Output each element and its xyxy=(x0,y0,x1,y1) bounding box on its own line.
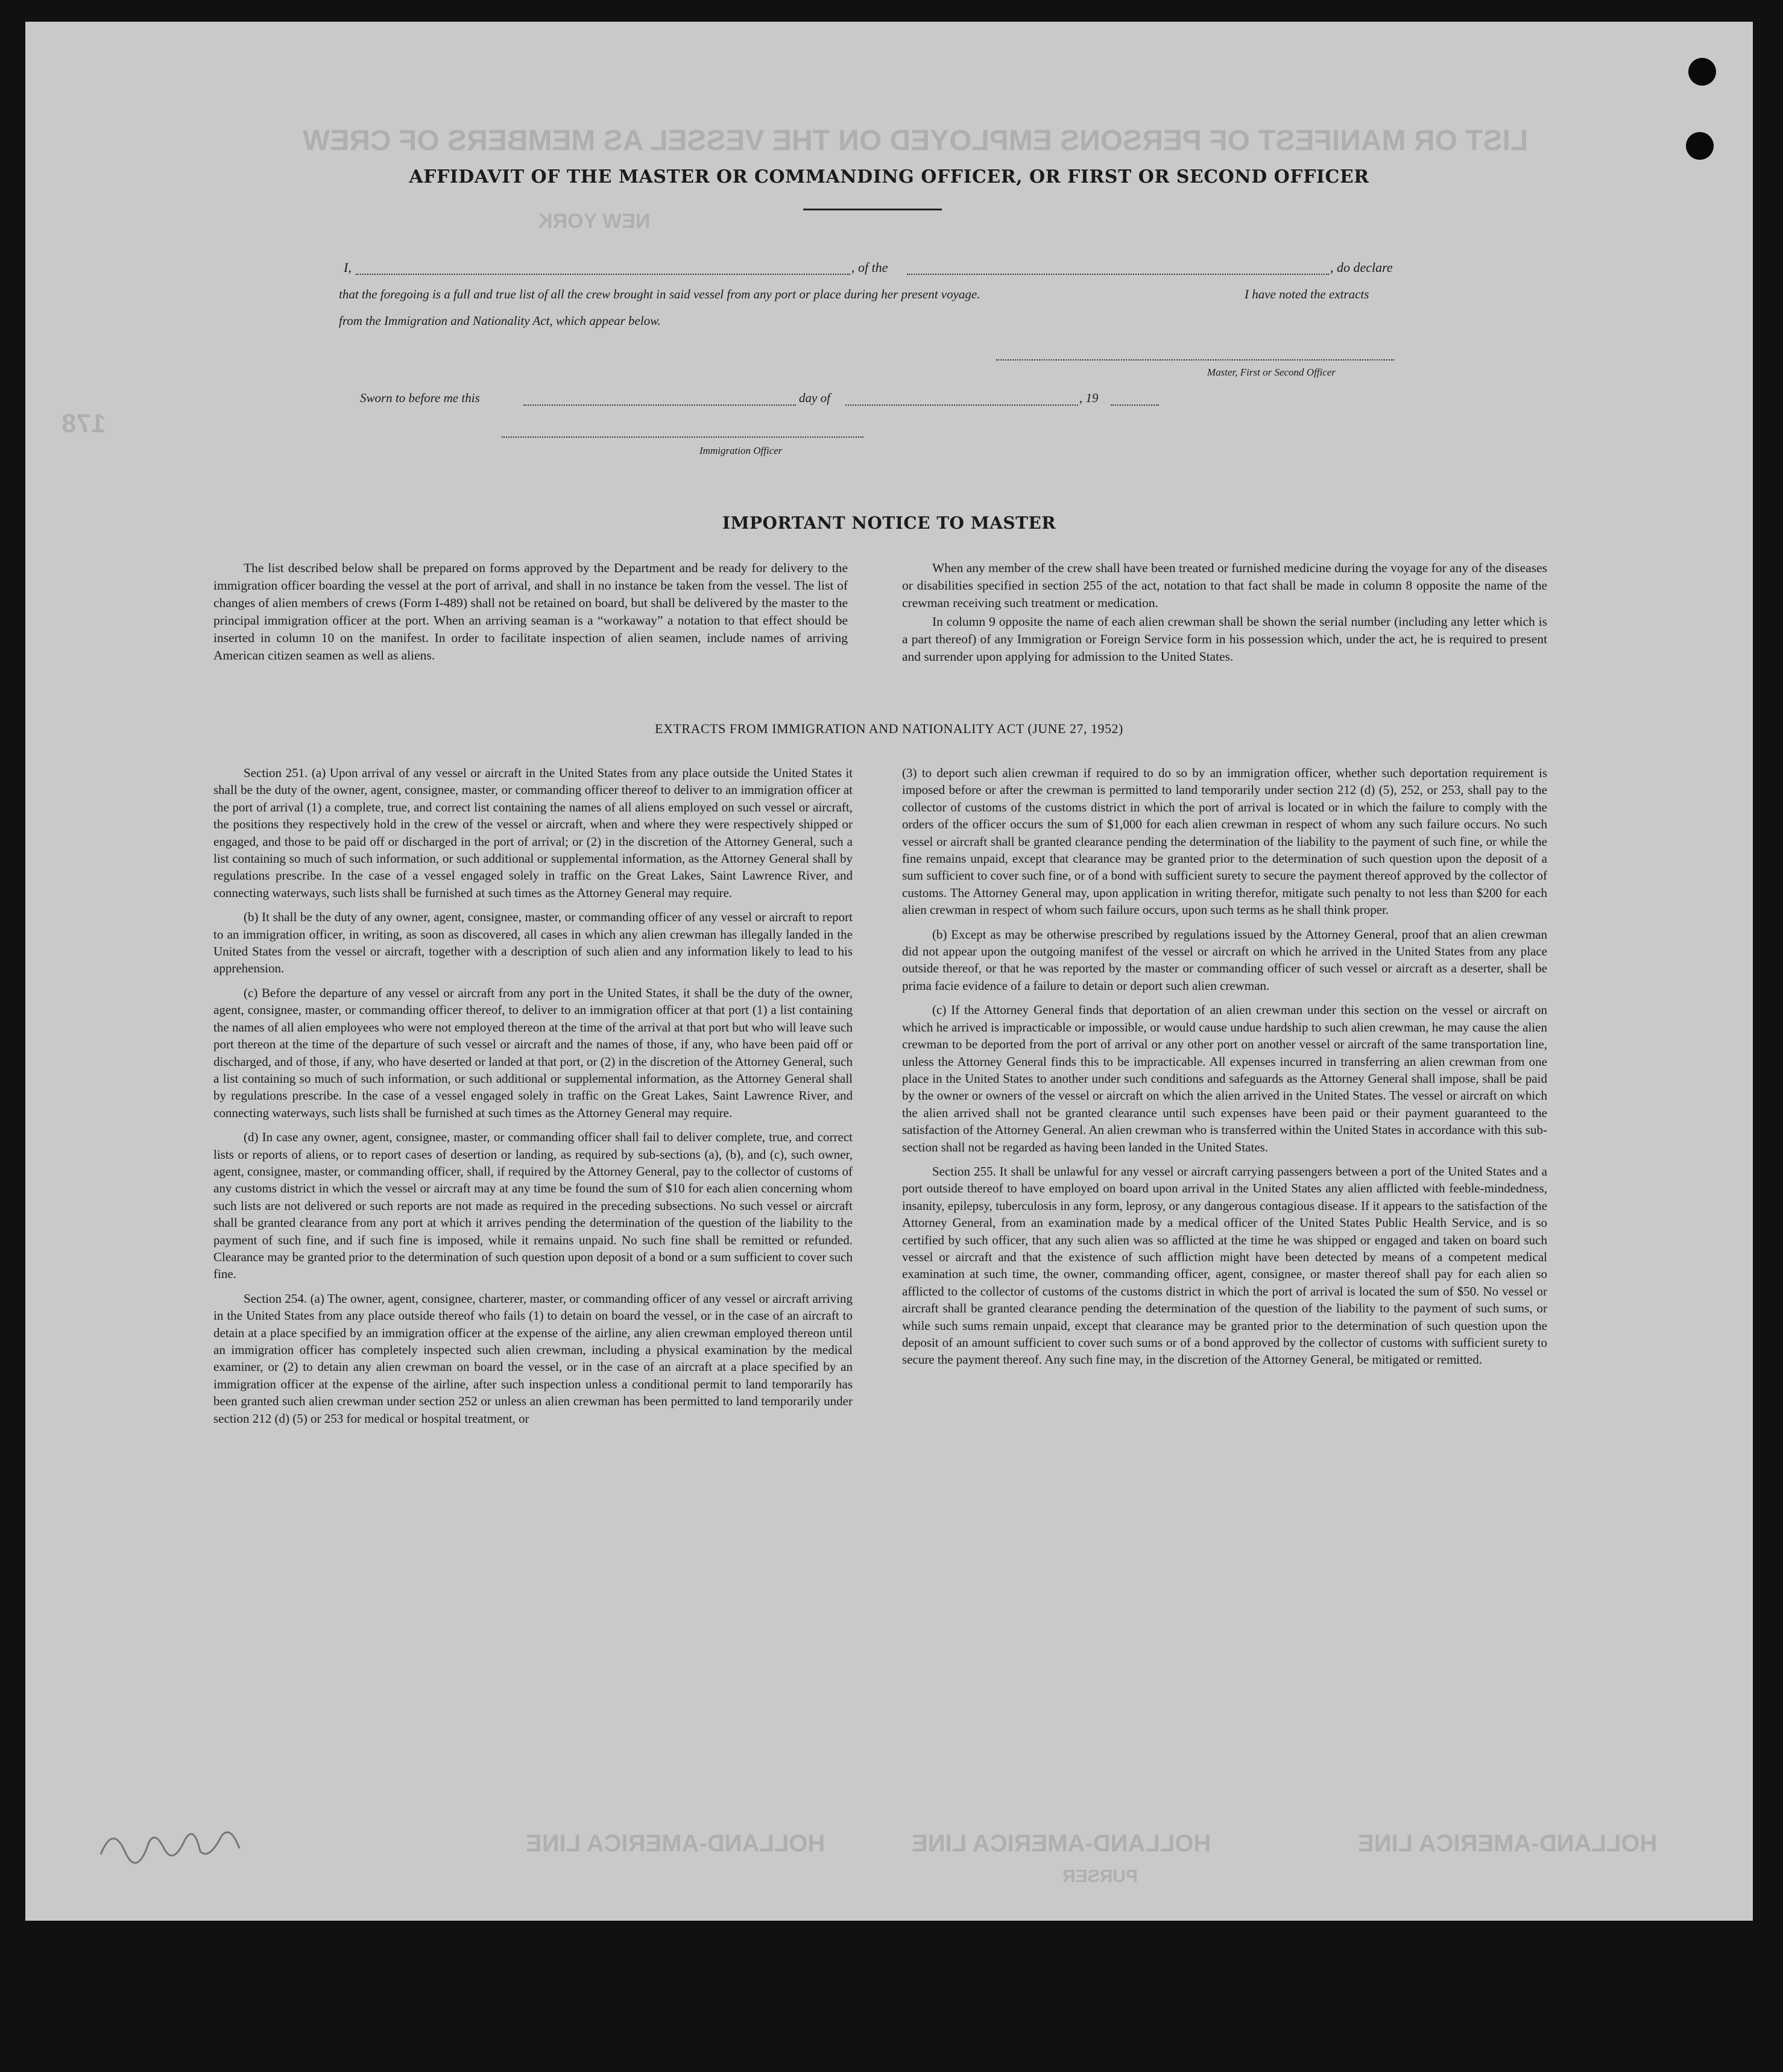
do-declare-label: , do declare xyxy=(1330,260,1393,275)
section-254-b: (b) Except as may be otherwise prescribed by regulations issued by the Attorney General, proof that an alien crewman did not appear upon the outgoing manifest of the vessel or aircraft on which he arrived in the United States from any place outside thereof, or that he was reported by the master or commanding officer of such vessel or aircraft as a deserter, shall be prima facie evidence of a failure to detain or deport such alien crewman. xyxy=(902,927,1547,993)
notice-right-column xyxy=(902,559,1547,666)
bleed-through-stamp: HOLLAND-AMERICA LINE xyxy=(912,1830,1211,1857)
year-label: , 19 xyxy=(1079,391,1099,405)
bleed-through-port: NEW YORK xyxy=(538,210,651,233)
i-label: I, xyxy=(344,260,352,275)
section-251-c: (c) Before the departure of any vessel or aircraft from any port in the United States, it shall be the duty of the owner, agent, consignee, master, or commanding officer thereof, to deliver to an immigration officer at that port (1) a list containing the names of all alien employees who were not employed thereon at the time of the arrival at that port but who will leave such port thereon at the time of the departure of such vessel or aircraft and the names of those, if any, who have been paid off or discharged, and of those, if any, who have deserted or landed at that port, or (2) in the discretion of the Attorney General, such a list containing so much of such information, or such additional or supplemental information, as the Attorney General shall by regulations prescribe. In the case of a vessel engaged solely in traffic on the Great Lakes, Saint Lawrence River, and connecting waterways, such lists shall be furnished at such times as the Attorney General may require. xyxy=(213,985,853,1120)
extracts-left-column xyxy=(213,764,853,1434)
section-251-b: (b) It shall be the duty of any owner, agent, consignee, master, or commanding officer of any vessel or aircraft to report to an immigration officer, in writing, as soon as discovered, all cases in which any alien crewman has illegally landed in the United States from the vessel or aircraft, together with a description of such alien and any information likely to lead to his apprehension. xyxy=(213,910,853,976)
bleed-through-list-title: LIST OR MANIFEST OF PERSONS EMPLOYED ON THE VESSEL AS MEMBERS OF CREW xyxy=(303,125,1529,157)
handwritten-signature xyxy=(95,1818,251,1873)
section-254-a-continued: (3) to deport such alien crewman if required to do so by an immigration officer, whether such deportation requirement is imposed before or after the crewman is permitted to land temporarily under section 212 (d) (5), 252, or 253, shall pay to the collector of customs of the customs district in which the port of arrival is located or in which the failure to comply with the orders of the officer occurs the sum of $1,000 for each alien crewman in respect of whom any such failure occurs. No such vessel or aircraft shall be granted clearance pending the determination of the liability to the payment of such fine, or while the fine remains unpaid, except that clearance may be granted prior to the determination of such question upon the deposit of a sum sufficient to cover such fine, or of a bond with sufficient surety to secure the payment thereof approved by the collector of customs. The Attorney General may, upon application in writing therefor, mitigate such penalty to not less than $200 for each alien crewman in respect of whom such failure occurs, upon such terms as he shall think proper. xyxy=(902,766,1547,918)
noted-extracts: I have noted the extracts xyxy=(1245,287,1369,301)
vessel-blank xyxy=(907,274,1329,275)
extracts-heading: EXTRACTS FROM IMMIGRATION AND NATIONALITY ACT (JUNE 27, 1952) xyxy=(655,721,1123,736)
notice-title: IMPORTANT NOTICE TO MASTER xyxy=(722,513,1056,533)
officer-signature-line xyxy=(502,436,863,438)
section-255: Section 255. It shall be unlawful for any vessel or aircraft carrying passengers between a port of the United States and a port outside thereof to have employed on board upon arrival in the United States any alien afflicted with feeble-mindedness, insanity, epilepsy, tuberculosis in any form, leprosy, or any dangerous contagious disease. If it appears to the satisfaction of the Attorney General, from an examination made by a medical officer of the United States Public Health Service, and is so certified by such officer, that any such alien was so afflicted at the time he was shipped or engaged and taken on board such vessel or aircraft and that the existence of such affliction might have been detected by means of a competent medical examination at such time, the owner, commanding officer, agent, consignee, or master thereof shall pay for each alien so afflicted to the collector of customs of the customs district in which the port of arrival is located the sum of $50. No vessel or aircraft shall be granted clearance pending the determination of the question of the liability to the payment of such sums, or while such sums remain unpaid, except that clearance may be granted prior to the determination of such question upon the deposit of an amount sufficient to cover such sums or of a bond approved by the collector of customs with sufficient surety to secure the payment thereof. Any such fine may, in the discretion of the Attorney General, be mitigated or remitted. xyxy=(902,1164,1547,1367)
declaration-line2: from the Immigration and Nationality Act, which appear below. xyxy=(339,313,661,328)
affidavit-title: AFFIDAVIT OF THE MASTER OR COMMANDING OFFICER, OR FIRST OR SECOND OFFICER xyxy=(409,166,1369,187)
of-the-label: , of the xyxy=(851,260,888,275)
section-251-d: (d) In case any owner, agent, consignee, master, or commanding officer shall fail to deliver complete, true, and correct lists or reports of aliens, or to report cases of desertion or landing, as required by sub-sections (a), (b), and (c), such owner, agent, consignee, master, or commanding officer, shall, if required by the Attorney General, pay to the collector of customs of any customs district in which the vessel or aircraft may at any time be found the sum of $10 for each alien concerning whom such lists are not delivered or such reports are not made as required in the preceding subsections. No such vessel or aircraft shall be granted clearance from any port at which it arrives pending the determination of the question of the liability to the payment of such fine, and if such fine is imposed, while it remains unpaid. No such fine shall be remitted or refunded. Clearance may be granted prior to the determination of such question upon deposit of a bond or a sum sufficient to cover such fine. xyxy=(213,1130,853,1282)
sworn-day-blank xyxy=(523,405,796,406)
section-254-c: (c) If the Attorney General finds that deportation of an alien crewman under this section on the vessel or aircraft on which he arrived is impracticable or impossible, or would cause undue hardship to such alien crewman, he may cause the alien crewman to be deported from the port of arrival or any other port on another vessel or aircraft of the same transportation line, unless the Attorney General finds this to be impracticable. All expenses incurred in transferring an alien crewman from one place in the United States to another under such conditions and safeguards as the Attorney General shall impose, shall be paid by the owner or owners of the vessel or aircraft on which the alien arrived in the United States. The vessel or aircraft on which the alien arrived shall not be granted clearance until such expenses have been paid or their payment guaranteed to the satisfaction of the Attorney General. An alien crewman who is transferred within the United States in accordance with this sub-section shall not be regarded as having been landed in the United States. xyxy=(902,1003,1547,1154)
bleed-through-purser: PURSER xyxy=(1062,1866,1138,1886)
punch-hole xyxy=(1688,58,1716,86)
bleed-through-stamp: HOLLAND-AMERICA LINE xyxy=(1358,1830,1658,1857)
name-blank xyxy=(356,274,850,275)
section-254-a: Section 254. (a) The owner, agent, consignee, charterer, master, or commanding officer of any vessel or aircraft arriving in the United States from any place outside thereof who fails (1) to detain on board the vessel, or in the case of an aircraft to detain at a place specified by an immigration officer at the expense of the airline, any alien crewman employed thereon until an immigration officer has completely inspected such alien crewman, including a physical examination by the medical examiner, or (2) to detain any alien crewman on board the vessel, or in the case of an aircraft at a place specified by an immigration officer at the expense of the airline, after such inspection unless a conditional permit to land temporarily has been granted such alien crewman under section 252 or unless an alien crewman has been permitted to land temporarily under section 212 (d) (5) or 253 for medical or hospital treatment, or xyxy=(213,1291,853,1426)
extracts-right-column xyxy=(902,764,1547,1376)
title-rule xyxy=(803,209,942,210)
notice-left-paragraph: The list described below shall be prepared on forms approved by the Department and be ready for delivery to the immigration officer boarding the vessel at the port of arrival, and shall in no instance be taken from the vessel. The list of changes of alien members of crews (Form I-489) shall not be retained on board, but shall be delivered by the master to the principal immigration officer at the port. When an arriving seaman is a “workaway” a notation to that effect should be inserted in column 10 on the manifest. In order to facilitate inspection of alien seamen, include names of arriving American citizen seamen as well as aliens. xyxy=(213,561,848,663)
notice-right-paragraph-2: In column 9 opposite the name of each alien crewman shall be shown the serial number (including any letter which is a part thereof) of any Immigration or Foreign Service form in his possession which, under the act, he is required to present and surrender upon applying for admission to the United States. xyxy=(902,614,1547,664)
master-caption: Master, First or Second Officer xyxy=(1207,367,1336,378)
bleed-through-page-number: 178 xyxy=(62,409,106,438)
day-of-label: day of xyxy=(799,391,830,405)
master-signature-line xyxy=(996,359,1394,361)
sworn-label: Sworn to before me this xyxy=(360,391,480,405)
bleed-through-stamp: HOLLAND-AMERICA LINE xyxy=(526,1830,825,1857)
sworn-month-blank xyxy=(845,405,1078,406)
section-251-a: Section 251. (a) Upon arrival of any vessel or aircraft in the United States from any place outside the United States it shall be the duty of the owner, agent, consignee, master, or commanding officer thereof to deliver to an immigration officer at the port of arrival (1) a complete, true, and correct list containing the names of all aliens employed on such vessel or aircraft, the positions they respectively hold in the crew of the vessel or aircraft, when and where they were respectively shipped or engaged, and those to be paid off or discharged in the port of arrival; or (2) in the discretion of the Attorney General, such a list containing so much of such information, or such additional or supplemental information, as the Attorney General shall by regulations prescribe. In the case of a vessel engaged solely in traffic on the Great Lakes, Saint Lawrence River, and connecting waterways, such lists shall be furnished at such times as the Attorney General may require. xyxy=(213,766,853,900)
sworn-year-blank xyxy=(1111,405,1159,406)
document-page xyxy=(25,22,1753,1921)
officer-caption: Immigration Officer xyxy=(699,445,783,456)
punch-hole xyxy=(1686,132,1714,160)
notice-right-paragraph-1: When any member of the crew shall have been treated or furnished medicine during the voyage for any of the diseases or disabilities specified in section 255 of the act, notation to that fact shall be made in column 8 opposite the name of the crewman receiving such treatment or medication. xyxy=(902,561,1547,610)
notice-left-column xyxy=(213,559,848,664)
declaration-line1: that the foregoing is a full and true list of all the crew brought in said vessel from any port or place during her present voyage. xyxy=(339,287,980,301)
